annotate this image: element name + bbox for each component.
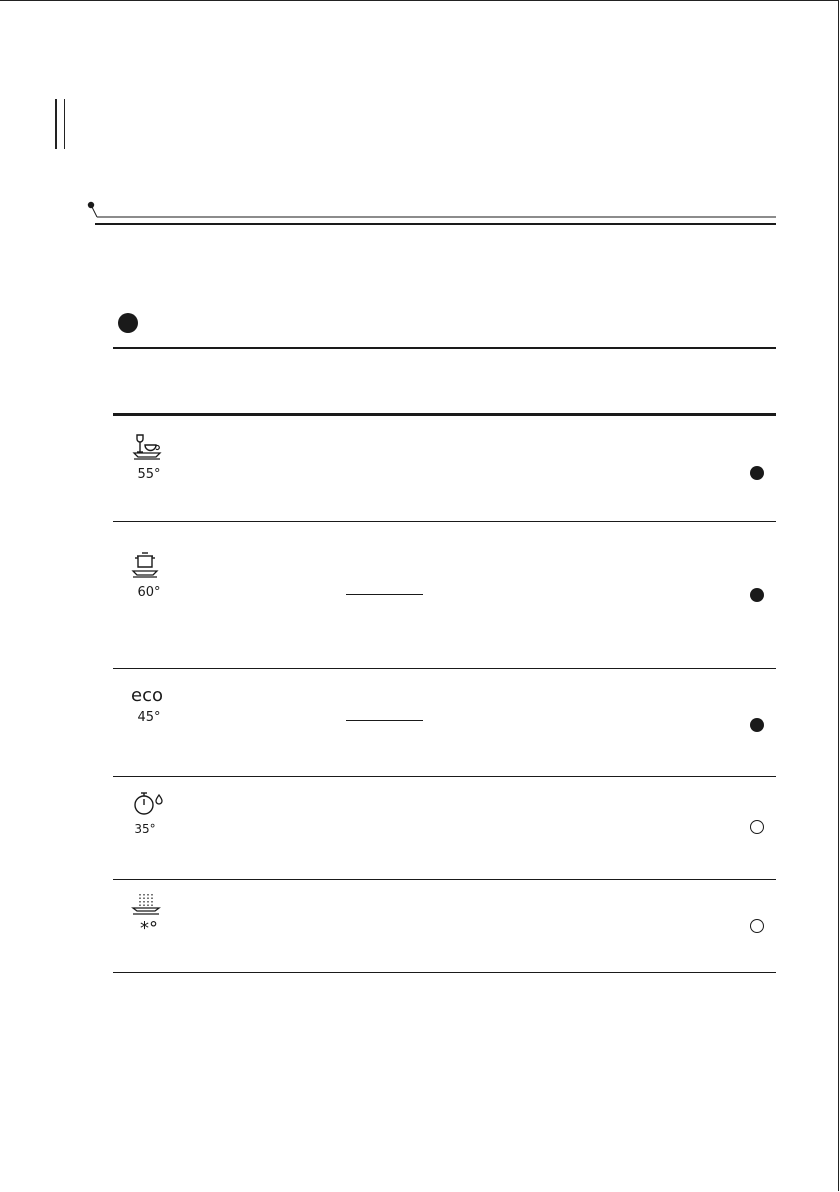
section-header-rule [84, 198, 784, 228]
program-temperature: 55° [137, 467, 161, 482]
program-indicator-filled [750, 588, 764, 602]
row-divider [113, 521, 776, 522]
program-indicator-empty [750, 820, 764, 834]
row-divider [113, 776, 776, 777]
underline-mark [346, 720, 423, 721]
program-indicator-filled [750, 466, 764, 480]
row-divider [113, 879, 776, 880]
glass-cup-on-plate-icon [128, 432, 172, 464]
program-temperature: 45° [137, 710, 161, 725]
table-top-rule [113, 347, 776, 349]
program-temperature: *° [140, 918, 158, 939]
program-temperature: 35° [134, 822, 156, 836]
eco-label: eco [131, 685, 163, 706]
stopwatch-drop-icon [128, 790, 172, 824]
chapter-marker [55, 99, 65, 149]
program-temperature: 60° [137, 585, 161, 600]
table-header-rule [113, 413, 776, 416]
underline-mark [346, 594, 423, 595]
table-bottom-rule [113, 972, 776, 973]
program-indicator-empty [750, 919, 764, 933]
section-bullet-dot [118, 313, 138, 333]
pot-on-plate-icon [128, 550, 172, 584]
rinse-spray-plate-icon [128, 892, 172, 918]
row-divider [113, 668, 776, 669]
program-indicator-filled [750, 718, 764, 732]
